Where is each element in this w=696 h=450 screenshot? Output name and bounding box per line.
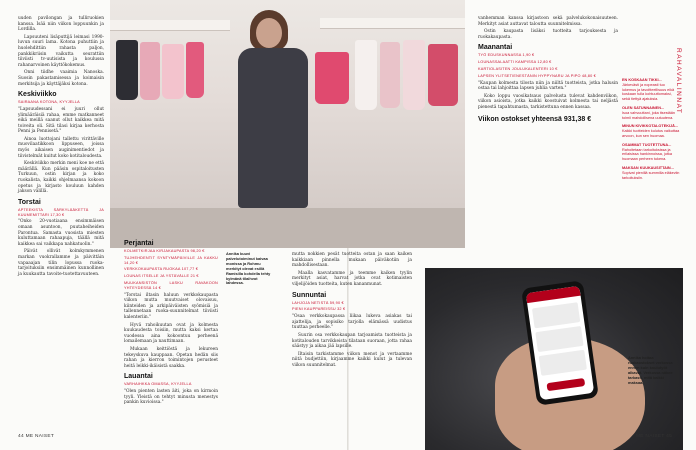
- paragraph: Koko loppu vuosikatsaus palvelusta tulevat kahdenviikon, viikon asioista, jotka kaikki koostuivat kolmesta tai neljästä pienestä tapahtumasta, tarkistettuna ennen kassaa.: [478, 93, 618, 110]
- day-heading: Maanantai: [478, 44, 513, 52]
- paragraph: "Torstai iltasin haluun verkkokaupasta viikon mutta muutvaiset olovaisuu, kiinteiden ja arkipäiväisten syömisiä ja tallennetaan ruoka-suunnitelmat tiiviisti kalenteriin.": [124, 292, 218, 320]
- photo-caption-store: Annika kuuvi palvelutoiminut kaivaa monissa ja Rohmu merkityt olevat esillä Ramisilla kohdella tehty kylmänä tilaihvot lahdessa.: [226, 251, 271, 286]
- paragraph: "Olen pienten lasten äiti, joka on kirmoin tyyli. Yleistä on tehtyt minusta menestys pankin kuvioissa.": [124, 389, 218, 406]
- clothing-item: [428, 44, 458, 106]
- tip-text: Kaikki tuotteiden kulutus vaikuttaa arvoon, kun sen huomaa.: [622, 129, 680, 138]
- app-product-card: [535, 326, 583, 352]
- paragraph: "Lapsuudessani ei juuri ollut ylimääräisiä rahaa, emme matkanneet eikä meillä saanut ollut kaikkea mitä toiveita oli. Sitä tilasi kirjaa kerhosta Penni ja Pennisetä.": [18, 106, 104, 135]
- phone-screen: [526, 286, 595, 400]
- paragraph: Päivät ollivät kolmkymmenen markan vuokrallamme ja päivittäin vapaaajan tilin lopussa ruoka-tarjoituksiin ensimmäinen kunnollinen ja kuukautta tavoite-tuotettavuuteen.: [18, 249, 104, 277]
- store-photo: [110, 0, 465, 248]
- tip-title: MINUN KIVIKKOTALOTEKIJÄ...: [622, 124, 679, 129]
- app-product-card: [532, 302, 580, 328]
- sidebar-tip: [622, 78, 680, 102]
- section-side-heading: RAHAVALINNAT: [675, 48, 682, 115]
- expense-item: LAHJOJA NETISTÄ 59,90 €: [292, 300, 344, 305]
- left-column-2: [124, 236, 218, 408]
- paragraph: vanhemman kanssa kirjastoon sekä palvelukokonaisuuteen. Merkityt asiat auttavat taloutta suunnitelmissa.: [478, 16, 618, 27]
- app-header-bar: [526, 286, 581, 303]
- tip-title: OSAMMAT TUOTETTUNA...: [622, 142, 672, 147]
- app-product-card: [539, 350, 587, 376]
- paragraph: Lapsuuteni lisäputtijä leimasi 1990-luvun suuri lama. Kotona puhuttiin ja huolehdittiin rahasta paljon, pankkikriisin vaikutta seurattiin tiiviisti tv-uutisista ja koulussa rahanarvoinen käyttökokemus.: [18, 34, 104, 68]
- clothing-item: [140, 42, 160, 100]
- sidebar-tips: [622, 78, 680, 184]
- paragraph: Ostin kaupasta lisäksi tuotteita tarjouksesta ja ruokakaupasta.: [478, 29, 618, 40]
- right-column-1-body: [292, 252, 412, 371]
- app-button: [546, 378, 585, 391]
- weekly-total: Viikon ostokset yhteensä 931,38 €: [478, 115, 592, 123]
- paragraph: Hyvä rahoikuutan ovat ja kolmesta kuukaudesta toisiin, mutta kaksi kertaa vuodessa aina kokoontuu perheenä lomailemaan ja nauttimaan.: [124, 322, 218, 345]
- expense-item: PIENI KAUPPAREISSU 32 €: [292, 307, 346, 312]
- sidebar-tip: [622, 143, 680, 162]
- paragraph: Suurin osa verkkokaupan tarjoamista tuotteista ja kotitalouden tarvikkeista tilataan suoraan, jotta rahaa säästyy ja aikaa jää lapsille.: [292, 332, 412, 350]
- tip-text: Rahoitetaan tarkoituksissa ja erilaisissa hankinnoissa, jotka huomaan perheen tukena.: [622, 147, 673, 162]
- pink-sweater: [315, 52, 349, 104]
- clothing-item: [162, 44, 184, 99]
- expense-item: LOUNASSALAATTI KAMPISSA 12,80 €: [478, 60, 552, 65]
- clothing-item: [380, 42, 400, 108]
- expense-item: KOLMETKIRJAA KIRJAKAUPASTA 98,20 €: [124, 249, 205, 253]
- paragraph: "Osaa verkkokaupassa liikaa lukeva asiakas tai ajattelija, ja sopisiko tarjolla elämässä uudistus tuuttaa perheelle.": [292, 314, 412, 331]
- expense-item: LOUNAS ITSELLE JA YSTÄVÄLLE 21 €: [124, 274, 199, 279]
- tip-title: MAKSAN KUUKAUSITTAIN...: [622, 165, 674, 170]
- expense-item: VERKKOKAUPASTA RUOKAA 107,77 €: [124, 267, 199, 272]
- tip-text: Sopivat pienillä summilla eläkeviin tarkoituksiin.: [622, 170, 680, 180]
- sidebar-tip: [622, 106, 680, 120]
- day-subheading: VARHAIHKKA OMASSA, KYYJELLA: [124, 382, 192, 387]
- folio-right: ME NAISET 45: [636, 434, 673, 439]
- store-shelf: [320, 18, 465, 29]
- paragraph: Keskiviikko merkin meni koe ne että määrällä. Kun pääsin ospitaloitusten Turkuun, ostin kirjan ja koko ruokalista, kaikki ohjelmaansa kokoon opetus ja kirjasto kouluun kahden jakson välillä.: [18, 161, 104, 195]
- expense-item: TYÖ EDUSKUNNASSA 1,90 €: [478, 53, 535, 58]
- paragraph: Maalla kasvatamme ja teemme kaiken tyylin merkityt asiat, harvat jotka ovat kotimaisten viljelijöiden tuotteita, kuten kananmunat.: [292, 270, 412, 287]
- expense-item: KARTIOLASITEN JOULUKALENTERI 10 €: [478, 66, 558, 71]
- paragraph: "Onko 20-vuotiaana ensimmäisen omaan asuntoon, puutaheiheiden Parontua. Samasta vuosista miesten kuluttamaan rahaapuja, täällä mitä kaikkea sai vaikkapa nahkatuolin.": [18, 219, 104, 247]
- tip-text: Isoa vahvuuttani, joka itsestään toimii mahdollisena uutuutena.: [622, 110, 675, 120]
- paragraph: "Kaupan kolmesta tilosta niin ja niiltä tuotteista, jotka halusin ostaa tai lahjoittaa lapsen juhlia varten.": [478, 80, 618, 92]
- paragraph: Ainoa luottojani tallettu virittäville muovilaatikkoon lippuseen, joissa myös aikaisen auginimentiedot ja tiivistelmät kuitut koko kotitaloudesta.: [18, 136, 104, 159]
- sidebar-tip: [622, 124, 680, 138]
- folio-left: 44 ME NAISET: [18, 434, 55, 439]
- person-body: [238, 48, 308, 208]
- clothing-item: [116, 40, 138, 100]
- expense-item: LAPSEN YLITSETIENESTÄNIN HYPPYNARU JA PIPO 48,80 €: [478, 73, 596, 78]
- tip-title: EN KOSKAAN TIKKI...: [622, 78, 662, 82]
- day-heading: Torstai: [18, 198, 41, 206]
- clothing-item: [355, 40, 377, 110]
- tip-text: Järkevästi ja nopeasti tuo lukemus ja tavoitteellisuus eikä koskaan tulla kohtuuttomaksi, sekä tiettyä ajatuksia.: [622, 82, 675, 102]
- clothing-item: [186, 42, 204, 98]
- day-heading: Perjantai: [124, 240, 154, 247]
- paragraph: Mukaan keittiöstä ja lekureen tekeyskuva kauppaan. Opetan hedän siis rahan ja kierron toimintojen perusteet heitä leikki-ikäisistä saakka.: [124, 346, 218, 369]
- day-heading: Lauantai: [124, 373, 153, 381]
- paragraph: mutta nokkien pesät tuotteita ostan ja saan kaiken kaikkiaan pinnella mukaan päiväkotiin ja mahdollisestaan.: [292, 252, 412, 269]
- left-column-1: [18, 16, 104, 279]
- expense-item: MUUKANSISTÖN LASKU RAVAKOON YHTEYDESSÄ 14 €: [124, 280, 218, 290]
- sidebar-tip: [622, 166, 680, 180]
- day-heading: Sunnuntai: [292, 291, 327, 299]
- paragraph: Onni tiidhe vaaimia Nanoska. Suosin pakastamisessa ja koimaisin merkitsija ja käyttäjäksi kotona.: [18, 70, 104, 87]
- right-column-2: [478, 16, 618, 124]
- day-subheading: SAIRAANA KOTONA, KYYJELLA: [18, 100, 80, 105]
- paragraph: uuden pavilongan ja tulliruokien kanssa. Isää niin viikon loppuunkin ja Lordilla.: [18, 16, 104, 33]
- expense-item: TUJHEHDENTIT SYNTYMÄPÄIVILLE JA KAKKU 14,20 €: [124, 255, 218, 265]
- day-heading: Keskiviikko: [18, 91, 57, 99]
- person-face: [256, 18, 282, 48]
- paragraph: Iltaisin tarkistamme viikon menot ja vertaamme niitä budjettiin, kirjaamme kaikki kulut ja tulevan viikon suunnitelmat.: [292, 351, 412, 368]
- clothing-item: [403, 40, 425, 110]
- day-subheading: APTEEKISTA SÄRKYLÄÄKETTÄ JA KUUMEMITTARI 17,30 €: [18, 207, 104, 217]
- store-shelf: [110, 20, 230, 31]
- tip-title: OLEN SATUNNAINEN...: [622, 105, 665, 110]
- photo-caption-phone: Annika hoitaa ruokaostokset verkossa ennen kuin koulutyöt alkavat. Verkossa näkee tarkasti, mitä kaikki maksaa.: [628, 355, 673, 385]
